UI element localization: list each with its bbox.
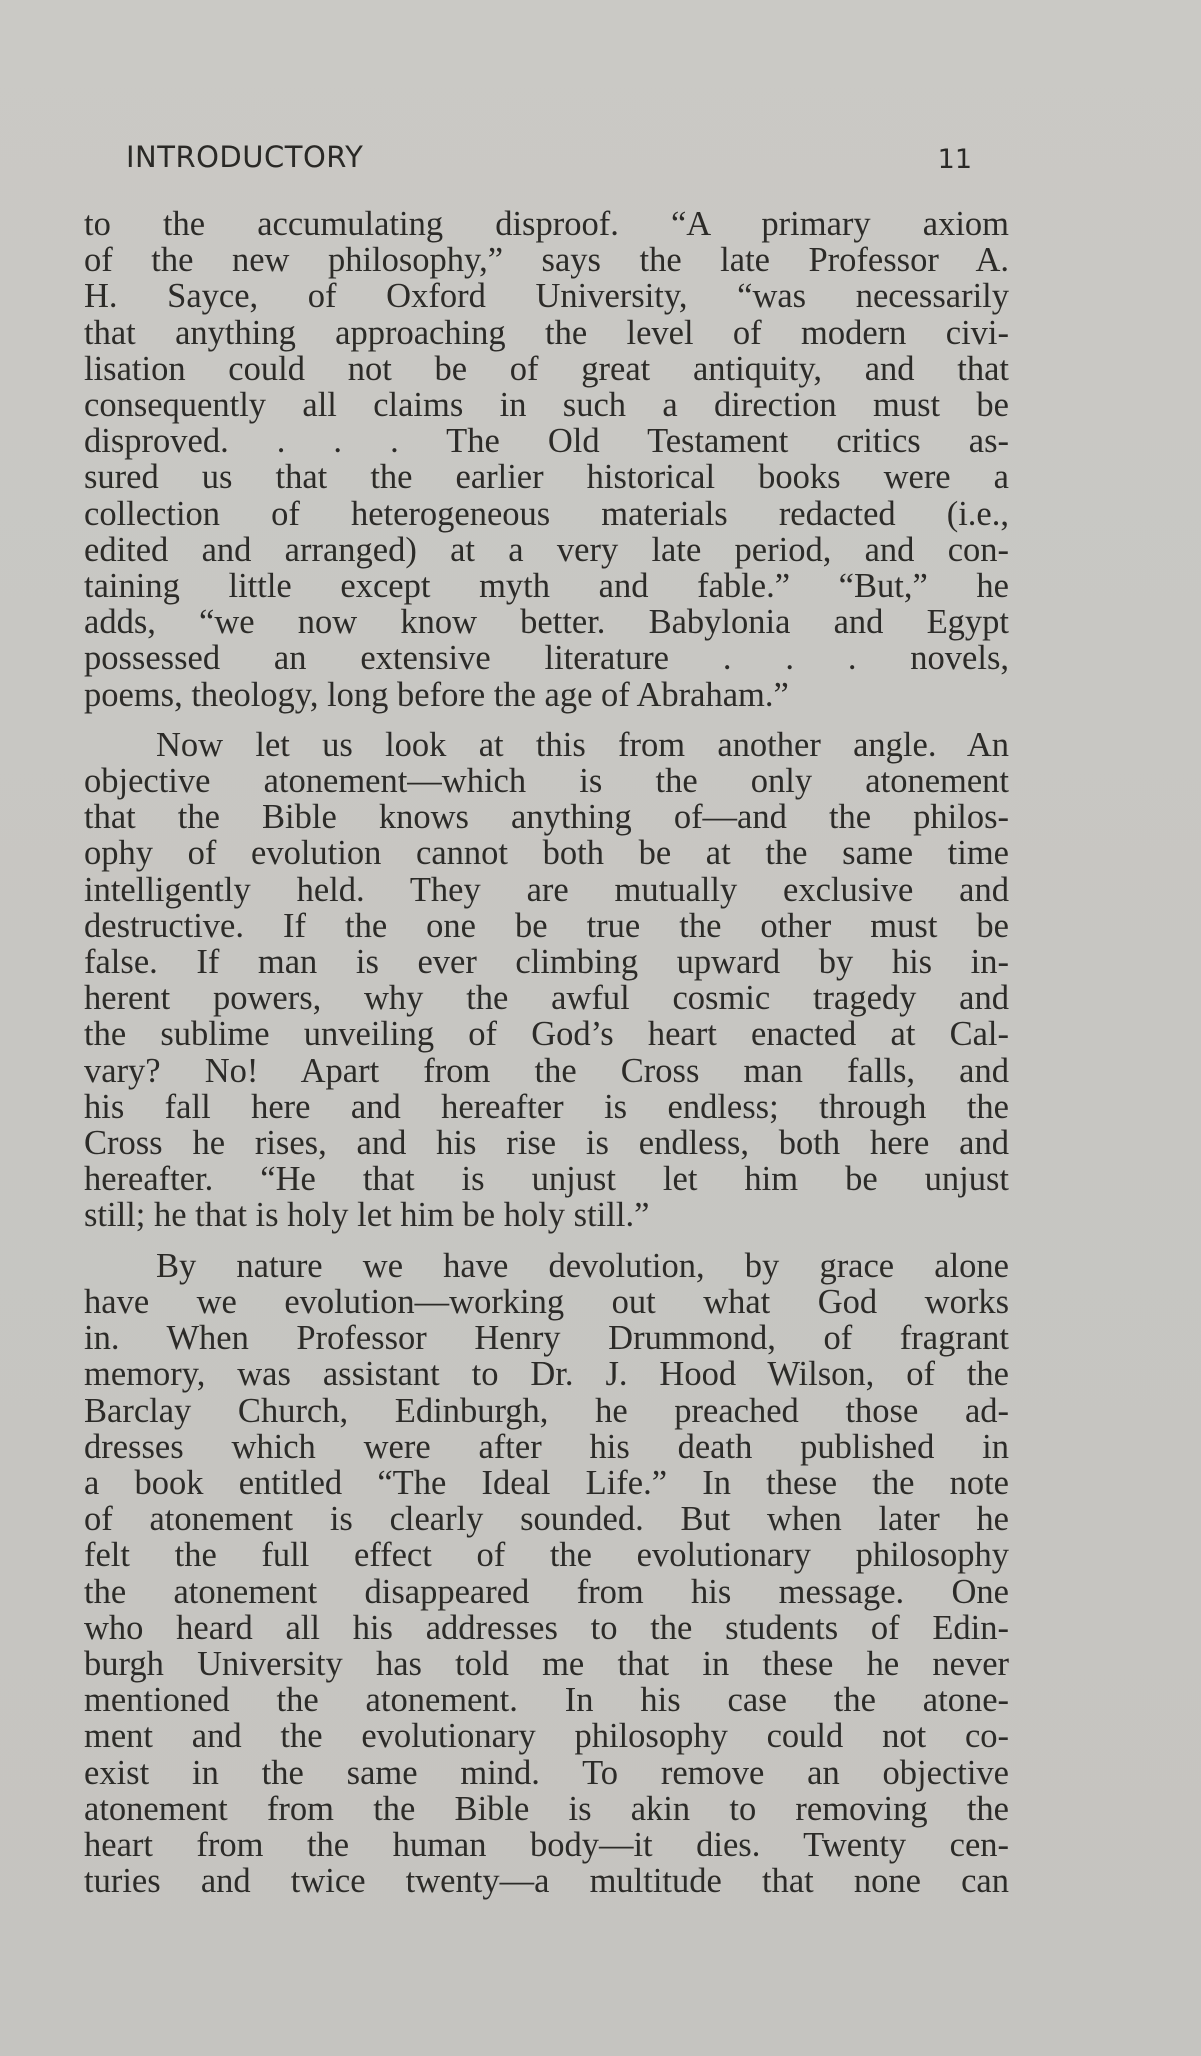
text-line: poems, theology, long before the age of Abraham.” bbox=[84, 675, 789, 714]
text-line: memory, was assistant to Dr. J. Hood Wilson, of the bbox=[84, 1355, 1009, 1394]
text-line: H. Sayce, of Oxford University, “was necessarily bbox=[84, 277, 1009, 316]
page-number: 11 bbox=[937, 144, 972, 175]
text-line: hereafter. “He that is unjust let him be unjust bbox=[84, 1160, 1009, 1199]
text-line: that the Bible knows anything of—and the philos- bbox=[84, 798, 1009, 837]
text-line: of atonement is clearly sounded. But when later he bbox=[84, 1500, 1009, 1539]
text-line: By nature we have devolution, by grace alone bbox=[156, 1246, 1009, 1285]
text-line: objective atonement—which is the only atonement bbox=[84, 762, 1009, 801]
text-line: ophy of evolution cannot both be at the same time bbox=[84, 834, 1009, 873]
text-line: vary? No! Apart from the Cross man falls, and bbox=[84, 1051, 1009, 1090]
text-line: ment and the evolutionary philosophy could not co- bbox=[84, 1717, 1009, 1756]
text-line: edited and arranged) at a very late period, and con- bbox=[84, 530, 1009, 569]
text-line: Now let us look at this from another angle. An bbox=[156, 725, 1009, 764]
text-line: consequently all claims in such a direction must be bbox=[84, 386, 1009, 425]
body-text bbox=[84, 206, 1009, 1899]
text-line: still; he that is holy let him be holy still.” bbox=[84, 1196, 650, 1235]
text-line: to the accumulating disproof. “A primary axiom bbox=[84, 205, 1009, 243]
text-line: Cross he rises, and his rise is endless, both here and bbox=[84, 1124, 1009, 1163]
text-line: that anything approaching the level of modern civi- bbox=[84, 313, 1009, 352]
text-line: heart from the human body—it dies. Twenty cen- bbox=[84, 1825, 1009, 1864]
text-line: adds, “we now know better. Babylonia and Egypt bbox=[84, 603, 1009, 642]
paragraph-1 bbox=[84, 206, 1009, 713]
text-line: lisation could not be of great antiquity, and that bbox=[84, 349, 1009, 388]
text-line: false. If man is ever climbing upward by his in- bbox=[84, 943, 1009, 982]
text-line: intelligently held. They are mutually exclusive and bbox=[84, 870, 1009, 909]
text-line: dresses which were after his death published in bbox=[84, 1427, 1009, 1466]
paragraph-2 bbox=[84, 727, 1009, 1234]
text-line: who heard all his addresses to the students of Edin- bbox=[84, 1608, 1009, 1647]
text-line: the atonement disappeared from his message. One bbox=[84, 1572, 1009, 1611]
text-line: his fall here and hereafter is endless; through the bbox=[84, 1087, 1009, 1126]
text-line: atonement from the Bible is akin to removing the bbox=[84, 1789, 1009, 1828]
text-line: disproved. . . . The Old Testament critics as- bbox=[84, 422, 1009, 461]
text-line: burgh University has told me that in these he never bbox=[84, 1644, 1009, 1683]
paragraph-3 bbox=[84, 1248, 1009, 1900]
text-line: a book entitled “The Ideal Life.” In these the note bbox=[84, 1463, 1009, 1502]
text-line: possessed an extensive literature . . . novels, bbox=[84, 639, 1009, 678]
text-line: have we evolution—working out what God works bbox=[84, 1282, 1009, 1321]
text-line: turies and twice twenty—a multitude that none can bbox=[84, 1862, 1009, 1901]
text-line: destructive. If the one be true the other must be bbox=[84, 906, 1009, 945]
text-line: herent powers, why the awful cosmic tragedy and bbox=[84, 979, 1009, 1018]
text-line: sured us that the earlier historical books were a bbox=[84, 458, 1009, 497]
text-line: the sublime unveiling of God’s heart enacted at Cal- bbox=[84, 1015, 1009, 1054]
section-title: INTRODUCTORY bbox=[126, 140, 364, 174]
text-line: collection of heterogeneous materials redacted (i.e., bbox=[84, 494, 1009, 533]
running-head bbox=[126, 140, 972, 180]
text-line: felt the full effect of the evolutionary philosophy bbox=[84, 1536, 1009, 1575]
text-line: exist in the same mind. To remove an objective bbox=[84, 1753, 1009, 1792]
text-line: taining little except myth and fable.” “But,” he bbox=[84, 567, 1009, 606]
text-line: mentioned the atonement. In his case the atone- bbox=[84, 1681, 1009, 1720]
text-line: in. When Professor Henry Drummond, of fragrant bbox=[84, 1319, 1009, 1358]
text-line: of the new philosophy,” says the late Professor A. bbox=[84, 241, 1009, 280]
text-line: Barclay Church, Edinburgh, he preached those ad- bbox=[84, 1391, 1009, 1430]
